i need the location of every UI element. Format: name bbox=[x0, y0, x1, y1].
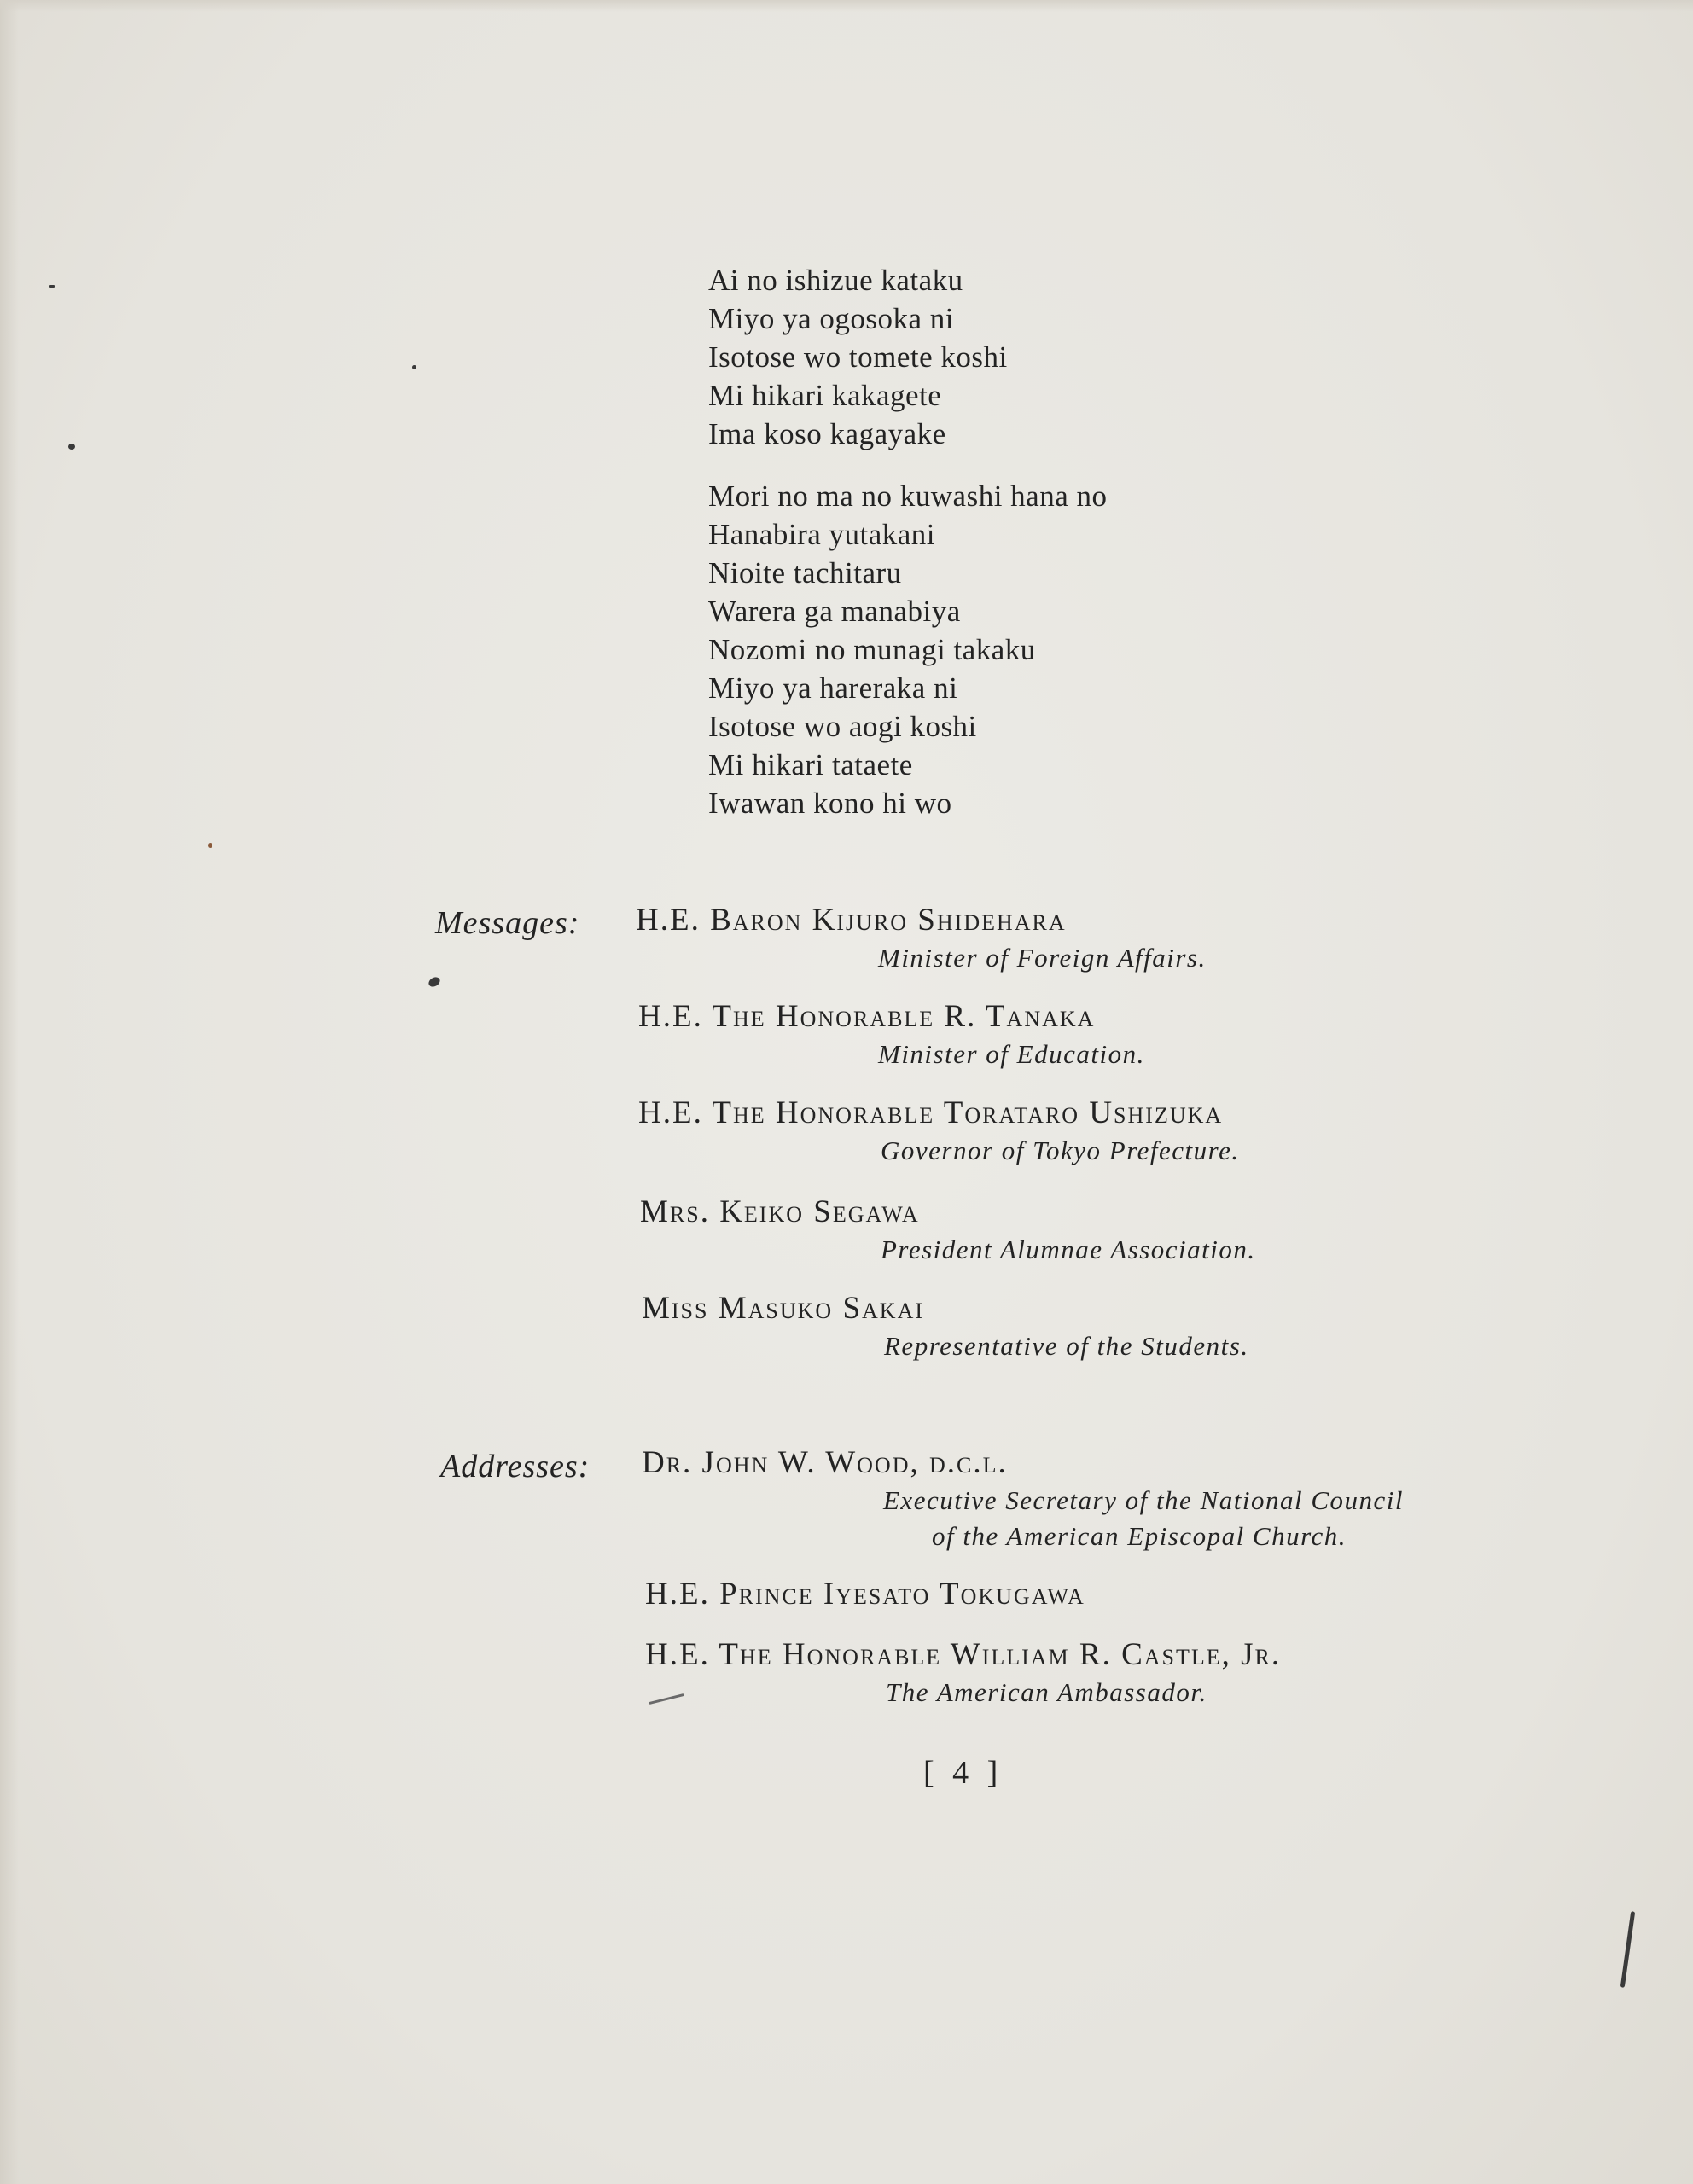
entry-name: Miss Masuko Sakai bbox=[642, 1291, 925, 1326]
poem-line: Ima koso kagayake bbox=[708, 417, 946, 450]
entry-name: H.E. Prince Iyesato Tokugawa bbox=[645, 1577, 1085, 1612]
message-entry bbox=[638, 1094, 1240, 1169]
entry-role: Minister of Education. bbox=[878, 1039, 1145, 1069]
poem-line: Hanabira yutakani bbox=[708, 518, 936, 551]
speck-mark bbox=[412, 365, 416, 369]
ink-blot-mark bbox=[427, 975, 441, 989]
entry-role: Executive Secretary of the National Council bbox=[883, 1485, 1404, 1515]
address-entry bbox=[642, 1443, 1404, 1554]
poem-stanza-1 bbox=[708, 261, 1107, 453]
message-entry bbox=[642, 1289, 1249, 1364]
entry-name: Dr. John W. Wood, d.c.l. bbox=[642, 1445, 1008, 1480]
entry-role: President Alumnae Association. bbox=[881, 1234, 1256, 1264]
poem-line: Miyo ya ogosoka ni bbox=[708, 302, 955, 335]
poem-line: Nioite tachitaru bbox=[708, 556, 902, 590]
poem-line: Mi hikari kakagete bbox=[708, 379, 942, 412]
message-entry bbox=[638, 997, 1145, 1072]
poem-line: Isotose wo aogi koshi bbox=[708, 710, 977, 743]
poem-line: Nozomi no munagi takaku bbox=[708, 633, 1036, 666]
address-entry bbox=[645, 1635, 1281, 1711]
poem-line: Mori no ma no kuwashi hana no bbox=[708, 479, 1108, 513]
speck-mark bbox=[208, 843, 212, 848]
page-number: [ 4 ] bbox=[923, 1755, 1004, 1791]
messages-label: Messages: bbox=[435, 905, 580, 941]
entry-name: H.E. The Honorable R. Tanaka bbox=[638, 999, 1096, 1034]
page-top-edge bbox=[0, 0, 1693, 12]
addresses-label: Addresses: bbox=[440, 1449, 591, 1484]
poem-line: Iwawan kono hi wo bbox=[708, 787, 952, 820]
poem-line: Isotose wo tomete koshi bbox=[708, 340, 1008, 374]
message-entry bbox=[640, 1193, 1256, 1268]
entry-role: Minister of Foreign Affairs. bbox=[878, 943, 1207, 973]
entry-name: Mrs. Keiko Segawa bbox=[640, 1194, 920, 1229]
entry-role: Representative of the Students. bbox=[884, 1331, 1249, 1361]
poem-stanza-2 bbox=[708, 477, 1107, 822]
poem bbox=[708, 261, 1107, 822]
entry-name: H.E. Baron Kijuro Shidehara bbox=[636, 903, 1067, 938]
entry-name: H.E. The Honorable Torataro Ushizuka bbox=[638, 1095, 1224, 1130]
entry-name: H.E. The Honorable William R. Castle, Jr. bbox=[645, 1637, 1282, 1672]
poem-line: Ai no ishizue kataku bbox=[708, 264, 963, 297]
entry-role: The American Ambassador. bbox=[886, 1677, 1207, 1707]
tear-mark bbox=[1620, 1911, 1635, 1988]
entry-role: of the American Episcopal Church. bbox=[932, 1521, 1347, 1551]
poem-line: Mi hikari tataete bbox=[708, 748, 913, 781]
address-entry bbox=[645, 1575, 1085, 1614]
poem-line: Warera ga manabiya bbox=[708, 595, 961, 628]
entry-role: Governor of Tokyo Prefecture. bbox=[881, 1136, 1240, 1165]
speck-mark bbox=[49, 285, 55, 288]
poem-line: Miyo ya hareraka ni bbox=[708, 671, 958, 705]
page-left-edge bbox=[0, 0, 19, 2184]
speck-mark bbox=[68, 444, 75, 450]
message-entry bbox=[636, 901, 1207, 976]
